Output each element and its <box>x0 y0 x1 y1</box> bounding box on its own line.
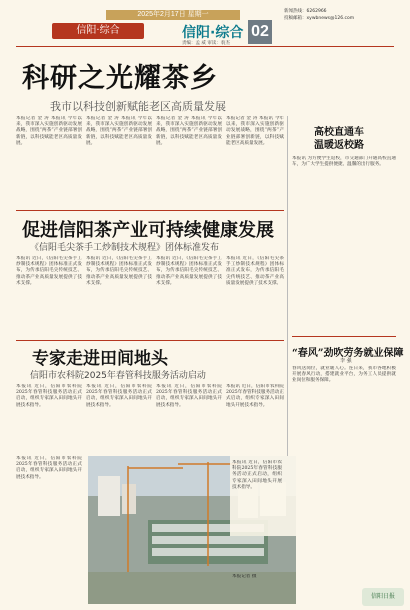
header-rule <box>16 46 394 47</box>
lead-subhead: 我市以科技创新赋能老区高质量发展 <box>50 100 226 113</box>
editors-line: 责编：孟 威 审读：翁杰 <box>182 41 230 46</box>
right-story-a-line1: 高校直通车 <box>314 127 364 138</box>
story3-body-col: 本报讯 近日，信阳市农科院2025年春管科技服务活动正式启动，组织专家深入田间地头开展技术指导。 <box>16 456 82 480</box>
right-story-b-author: 李 强 <box>340 358 352 364</box>
lead-body-col: 本报记者 金 涛 本报讯 今年以来，我市深入实施创新驱动发展战略，围绕“两茶”产业链部署创新链，以科技赋能老区高质量发展。 <box>16 116 82 146</box>
story2-subhead: 《信阳毛尖茶手工炒制技术规程》团体标准发布 <box>30 243 220 253</box>
right-story-b-body: 春风送岗位，就业暖人心。连日来，我市各地积极开展春风行动，搭建就业平台，为务工人员提供就业岗位和服务保障。 <box>292 366 396 384</box>
story-divider <box>292 336 396 337</box>
story3-body-col: 本报讯 近日，信阳市农科院2025年春管科技服务活动正式启动，组织专家深入田间地头开展技术指导。 <box>156 384 222 408</box>
photo-caption: 本报记者 摄 <box>232 574 257 579</box>
contact-info <box>284 8 400 22</box>
section-name: 综合 <box>215 25 244 41</box>
issue-date: 2025年2月17日 星期一 <box>137 11 209 18</box>
right-story-b-headline: “春风”劲吹劳务就业保障 <box>292 348 404 359</box>
story-divider <box>16 340 284 341</box>
photo-caption-text: 本报讯 近日，信阳市农科院2025年春管科技服务活动正式启动，组织专家深入田间地头开展技术指导。 <box>232 460 282 490</box>
date-bar <box>106 10 240 20</box>
page-number: 02 <box>248 20 272 44</box>
story2-body-col: 本报讯 近日，《信阳毛尖茶手工炒制技术规程》团体标准正式发布，为传承信阳毛尖传统技艺、推动茶产业高质量发展提供了技术支撑。 <box>226 256 284 286</box>
story2-body-col: 本报讯 近日，《信阳毛尖茶手工炒制技术规程》团体标准正式发布，为传承信阳毛尖传统技艺、推动茶产业高质量发展提供了技术支撑。 <box>16 256 82 286</box>
story3-body-col: 本报讯 近日，信阳市农科院2025年春管科技服务活动正式启动，组织专家深入田间地头开展技术指导。 <box>16 384 82 408</box>
section-city: 信阳 <box>182 25 210 41</box>
lead-body-col: 本报记者 金 涛 本报讯 今年以来，我市深入实施创新驱动发展战略，围绕“两茶”产业链部署创新链，以科技赋能老区高质量发展。 <box>226 116 284 146</box>
watermark: 信阳日报 <box>362 588 404 606</box>
story3-headline: 专家走进田间地头 <box>32 349 168 369</box>
lead-body-col: 本报记者 金 涛 本报讯 今年以来，我市深入实施创新驱动发展战略，围绕“两茶”产业链部署创新链，以科技赋能老区高质量发展。 <box>156 116 222 146</box>
right-story-a-line2: 温暖返校路 <box>314 140 364 151</box>
story3-body-col: 本报讯 近日，信阳市农科院2025年春管科技服务活动正式启动，组织专家深入田间地头开展技术指导。 <box>86 384 152 408</box>
section-title: 信阳·综合 <box>182 25 244 41</box>
right-story-a-headline <box>314 126 364 152</box>
story-divider <box>16 210 284 211</box>
story3-subhead: 信阳市农科院2025年春管科技服务活动启动 <box>30 371 206 381</box>
news-hotline: 新闻热线：6262966 <box>284 9 327 14</box>
story3-body-col: 本报讯 近日，信阳市农科院2025年春管科技服务活动正式启动，组织专家深入田间地头开展技术指导。 <box>226 384 284 408</box>
story2-body-col: 本报讯 近日，《信阳毛尖茶手工炒制技术规程》团体标准正式发布，为传承信阳毛尖传统技艺、推动茶产业高质量发展提供了技术支撑。 <box>156 256 222 286</box>
newspaper-logo: 信阳·综合 <box>52 23 144 39</box>
lead-headline: 科研之光耀茶乡 <box>22 63 218 94</box>
submission-email: 投稿邮箱：xywbnews@126.com <box>284 16 355 21</box>
right-story-a-body: 本报讯 为方便学生返校，市交通部门开通高校直通车，为广大学生提供便捷、温馨的出行服务。 <box>292 156 396 168</box>
lead-body-col: 本报记者 金 涛 本报讯 今年以来，我市深入实施创新驱动发展战略，围绕“两茶”产业链部署创新链，以科技赋能老区高质量发展。 <box>86 116 152 146</box>
story2-body-col: 本报讯 近日，《信阳毛尖茶手工炒制技术规程》团体标准正式发布，为传承信阳毛尖传统技艺、推动茶产业高质量发展提供了技术支撑。 <box>86 256 152 286</box>
story2-headline: 促进信阳茶产业可持续健康发展 <box>22 220 274 241</box>
